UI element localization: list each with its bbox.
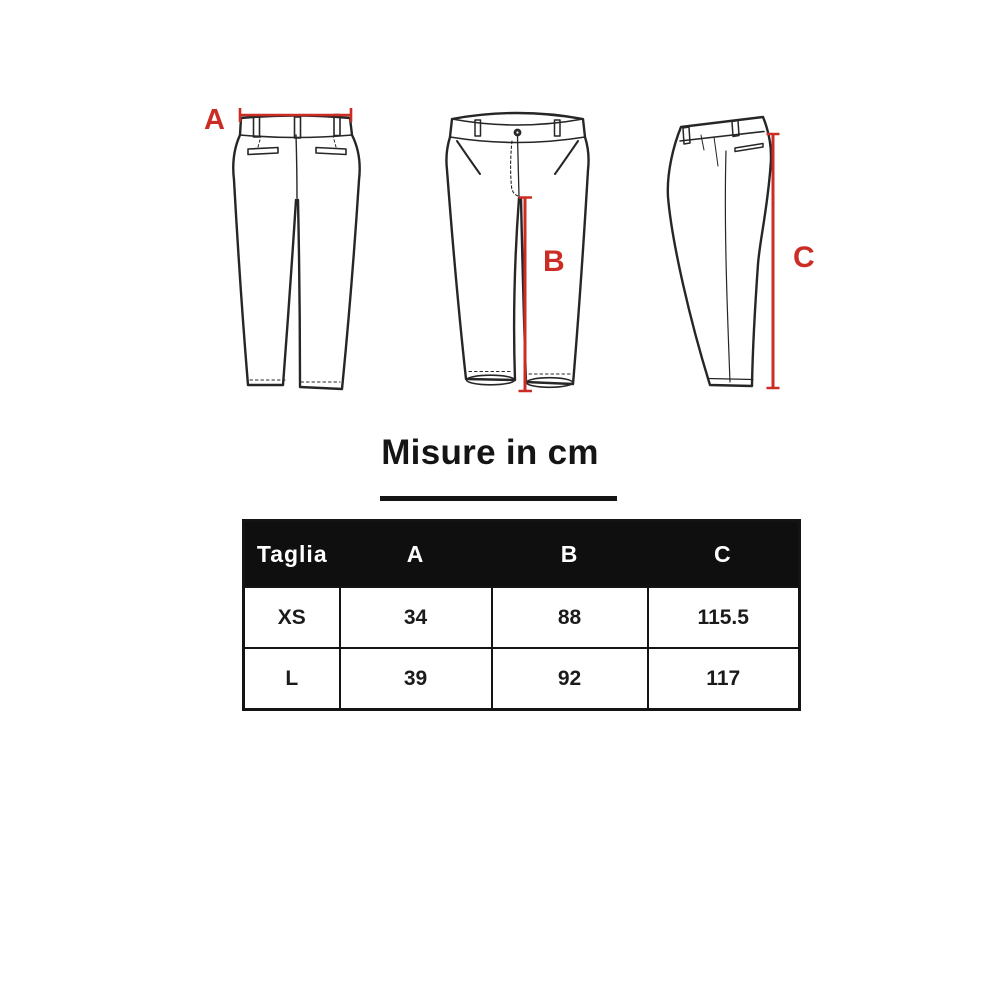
back-hem-stitches	[250, 380, 340, 382]
size-table-header-taglia: Taglia	[244, 521, 340, 588]
side-crease-line	[725, 151, 730, 382]
cell-l-b: 92	[492, 648, 648, 710]
side-dart-lines	[701, 135, 718, 166]
cell-size-l: L	[244, 648, 340, 710]
size-table-header-a: A	[340, 521, 492, 588]
cell-xs-a: 34	[340, 587, 492, 648]
measure-label-b: B	[543, 245, 565, 278]
measure-label-c: C	[793, 241, 815, 274]
cell-l-a: 39	[340, 648, 492, 710]
pants-back-view-illustration	[195, 83, 380, 408]
front-center-seam	[518, 136, 520, 197]
back-belt-loops	[254, 115, 341, 139]
pants-front-view-illustration	[443, 103, 593, 398]
measure-label-a: A	[204, 104, 225, 136]
front-button-hole	[516, 131, 518, 133]
side-hem-line	[708, 379, 753, 380]
front-fly-stitch	[511, 141, 518, 196]
title-underline	[380, 496, 617, 501]
measure-line-c	[767, 134, 780, 388]
size-table-row-l	[244, 648, 800, 710]
back-center-seam	[296, 135, 297, 198]
front-hem-stitches	[469, 372, 570, 375]
cell-size-xs: XS	[244, 587, 340, 648]
pants-side-view-illustration	[656, 104, 821, 399]
cell-xs-b: 88	[492, 587, 648, 648]
size-table-header-b: B	[492, 521, 648, 588]
cell-xs-c: 115.5	[648, 587, 800, 648]
side-welt-pocket	[735, 144, 763, 152]
size-table	[242, 519, 801, 711]
size-table-header-row	[244, 521, 800, 588]
side-waistband-seam	[680, 132, 764, 142]
pants-side-outline	[668, 117, 771, 386]
size-table-header-c: C	[648, 521, 800, 588]
size-table-row-xs	[244, 587, 800, 648]
cell-l-c: 117	[648, 648, 800, 710]
page-title: Misure in cm	[381, 433, 599, 472]
